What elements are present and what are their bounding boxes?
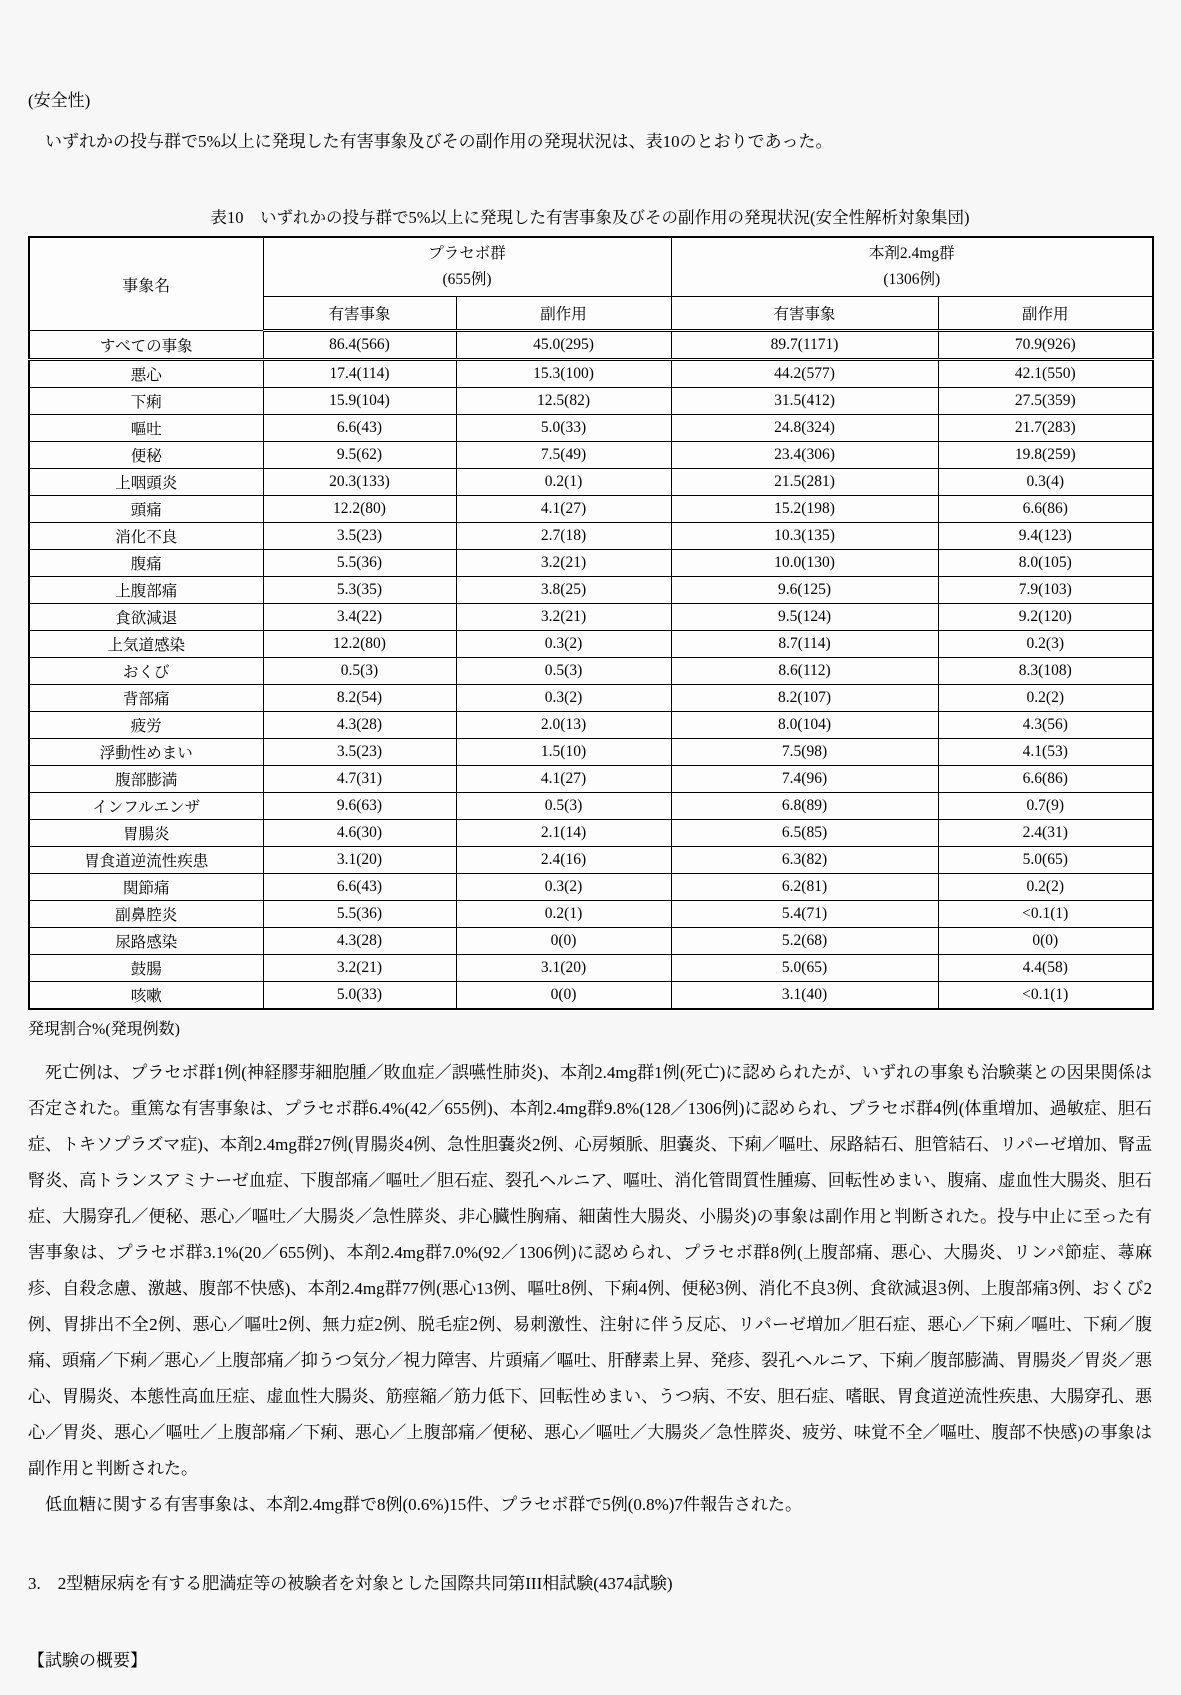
value-cell: 45.0(295) bbox=[456, 331, 671, 360]
table-row bbox=[29, 874, 1153, 901]
deaths-paragraph: 死亡例は、プラセボ群1例(神経膠芽細胞腫／敗血症／誤嚥性肺炎)、本剤2.4mg群1例(死亡)に認められたが、いずれの事象も治験薬との因果関係は否定された。重篤な有害事象は、プラセボ群6.4%(42／655例)、本剤2.4mg群9.8%(128／1306例)に認められ、プラセボ群4例(体重増加、過敏症、胆石症、トキソプラズマ症)、本剤2.4mg群27例(胃腸炎4例、急性胆嚢炎2例、心房頻脈、胆嚢炎、下痢／嘔吐、尿路結石、胆管結石、リパーゼ増加、腎盂腎炎、高トランスアミナーゼ血症、下腹部痛／嘔吐／胆石症、裂孔ヘルニア、嘔吐、消化管間質性腫瘍、回転性めまい、腹痛、虚血性大腸炎、胆石症、大腸穿孔／便秘、悪心／嘔吐／大腸炎／急性膵炎、非心臓性胸痛、細菌性大腸炎、小腸炎)の事象は副作用と判断された。投与中止に至った有害事象は、プラセボ群3.1%(20／655例)、本剤2.4mg群7.0%(92／1306例)に認められ、プラセボ群8例(上腹部痛、悪心、大腸炎、リンパ節症、蕁麻疹、自殺念慮、激越、腹部不快感)、本剤2.4mg群77例(悪心13例、嘔吐8例、下痢4例、便秘3例、消化不良3例、食欲減退3例、上腹部痛3例、おくび2例、胃排出不全2例、悪心／嘔吐2例、無力症2例、脱毛症2例、易刺激性、注射に伴う反応、リパーゼ増加／胆石症、悪心／下痢／嘔吐、下痢／腹痛、頭痛／下痢／悪心／上腹部痛／抑うつ気分／視力障害、片頭痛／嘔吐、肝酵素上昇、発疹、裂孔ヘルニア、下痢／腹部膨満、胃腸炎／胃炎／悪心、胃腸炎、本態性高血圧症、虚血性大腸炎、筋痙縮／筋力低下、回転性めまい、うつ病、不安、胆石症、嗜眠、胃食道逆流性疾患、大腸穿孔、悪心／胃炎、悪心／嘔吐／上腹部痛／下痢、悪心／上腹部痛／便秘、悪心／嘔吐／大腸炎／急性膵炎、疲労、味覚不全／嘔吐、腹部不快感)の事象は副作用と判断された。 bbox=[28, 1063, 1152, 1478]
value-cell: 0.2(1) bbox=[456, 469, 671, 496]
value-cell: 9.2(120) bbox=[938, 604, 1153, 631]
value-cell: 0.3(2) bbox=[456, 631, 671, 658]
value-cell: 21.7(283) bbox=[938, 415, 1153, 442]
value-cell: 5.0(65) bbox=[671, 955, 938, 982]
drug-group-label: 本剤2.4mg群 bbox=[868, 245, 955, 262]
event-name-cell: 尿路感染 bbox=[29, 928, 263, 955]
table-row bbox=[29, 331, 1153, 360]
value-cell: 8.2(54) bbox=[263, 685, 456, 712]
table-row bbox=[29, 442, 1153, 469]
value-cell: 19.8(259) bbox=[938, 442, 1153, 469]
value-cell: 3.5(23) bbox=[263, 523, 456, 550]
value-cell: 4.7(31) bbox=[263, 766, 456, 793]
value-cell: 4.3(28) bbox=[263, 712, 456, 739]
value-cell: 6.6(86) bbox=[938, 496, 1153, 523]
placebo-adr-header: 副作用 bbox=[456, 297, 671, 331]
value-cell: <0.1(1) bbox=[938, 982, 1153, 1010]
value-cell: 0.3(2) bbox=[456, 685, 671, 712]
safety-section-heading: (安全性) bbox=[28, 91, 91, 110]
intro-paragraph: いずれかの投与群で5%以上に発現した有害事象及びその副作用の発現状況は、表10のとおりであった。 bbox=[45, 132, 833, 151]
event-name-cell: 嘔吐 bbox=[29, 415, 263, 442]
value-cell: 24.8(324) bbox=[671, 415, 938, 442]
placebo-group-label: プラセボ群 bbox=[428, 245, 506, 262]
value-cell: 5.5(36) bbox=[263, 550, 456, 577]
event-name-cell: 頭痛 bbox=[29, 496, 263, 523]
value-cell: 8.2(107) bbox=[671, 685, 938, 712]
value-cell: 7.9(103) bbox=[938, 577, 1153, 604]
value-cell: 9.6(63) bbox=[263, 793, 456, 820]
table-row bbox=[29, 496, 1153, 523]
table-row bbox=[29, 847, 1153, 874]
value-cell: 3.5(23) bbox=[263, 739, 456, 766]
value-cell: 2.4(31) bbox=[938, 820, 1153, 847]
value-cell: 8.6(112) bbox=[671, 658, 938, 685]
value-cell: 70.9(926) bbox=[938, 331, 1153, 360]
event-name-cell: 咳嗽 bbox=[29, 982, 263, 1010]
value-cell: 2.0(13) bbox=[456, 712, 671, 739]
value-cell: 8.7(114) bbox=[671, 631, 938, 658]
value-cell: 0.3(4) bbox=[938, 469, 1153, 496]
value-cell: 3.1(40) bbox=[671, 982, 938, 1010]
value-cell: 0.2(1) bbox=[456, 901, 671, 928]
table-row bbox=[29, 712, 1153, 739]
value-cell: 5.0(33) bbox=[263, 982, 456, 1010]
event-name-cell: 関節痛 bbox=[29, 874, 263, 901]
event-name-cell: 浮動性めまい bbox=[29, 739, 263, 766]
event-name-cell: 副鼻腔炎 bbox=[29, 901, 263, 928]
value-cell: 0.7(9) bbox=[938, 793, 1153, 820]
value-cell: 3.2(21) bbox=[263, 955, 456, 982]
value-cell: 8.0(105) bbox=[938, 550, 1153, 577]
event-name-cell: 食欲減退 bbox=[29, 604, 263, 631]
event-name-cell: 胃腸炎 bbox=[29, 820, 263, 847]
event-name-cell: 腹部膨満 bbox=[29, 766, 263, 793]
event-name-cell: 鼓腸 bbox=[29, 955, 263, 982]
table-row bbox=[29, 685, 1153, 712]
drug-group-header bbox=[671, 237, 1153, 297]
group-header-row bbox=[29, 237, 1153, 297]
value-cell: 9.5(124) bbox=[671, 604, 938, 631]
value-cell: 12.5(82) bbox=[456, 388, 671, 415]
value-cell: 4.3(56) bbox=[938, 712, 1153, 739]
drug-adr-header: 副作用 bbox=[938, 297, 1153, 331]
table-row bbox=[29, 820, 1153, 847]
value-cell: 3.1(20) bbox=[456, 955, 671, 982]
table-row bbox=[29, 550, 1153, 577]
value-cell: 10.3(135) bbox=[671, 523, 938, 550]
value-cell: 20.3(133) bbox=[263, 469, 456, 496]
value-cell: 7.5(49) bbox=[456, 442, 671, 469]
table-row bbox=[29, 739, 1153, 766]
adverse-events-table bbox=[28, 236, 1154, 1010]
table-row bbox=[29, 577, 1153, 604]
value-cell: 0(0) bbox=[456, 982, 671, 1010]
value-cell: 4.1(27) bbox=[456, 766, 671, 793]
value-cell: 0.3(2) bbox=[456, 874, 671, 901]
value-cell: 0.5(3) bbox=[263, 658, 456, 685]
value-cell: 5.0(65) bbox=[938, 847, 1153, 874]
event-name-cell: 便秘 bbox=[29, 442, 263, 469]
table-row bbox=[29, 360, 1153, 388]
value-cell: 7.5(98) bbox=[671, 739, 938, 766]
table-row bbox=[29, 415, 1153, 442]
table-row bbox=[29, 766, 1153, 793]
table-body bbox=[29, 331, 1153, 1010]
value-cell: 0(0) bbox=[938, 928, 1153, 955]
event-name-cell: 胃食道逆流性疾患 bbox=[29, 847, 263, 874]
drug-group-n: (1306例) bbox=[883, 271, 941, 288]
value-cell: 9.5(62) bbox=[263, 442, 456, 469]
value-cell: 6.3(82) bbox=[671, 847, 938, 874]
event-name-cell: 上気道感染 bbox=[29, 631, 263, 658]
table-row bbox=[29, 523, 1153, 550]
event-name-cell: インフルエンザ bbox=[29, 793, 263, 820]
value-cell: 6.5(85) bbox=[671, 820, 938, 847]
trial-overview-heading: 【試験の概要】 bbox=[28, 1651, 147, 1670]
value-cell: 6.6(43) bbox=[263, 415, 456, 442]
value-cell: <0.1(1) bbox=[938, 901, 1153, 928]
value-cell: 10.0(130) bbox=[671, 550, 938, 577]
section3-heading: 3. 2型糖尿病を有する肥満症等の被験者を対象とした国際共同第III相試験(4374試験) bbox=[28, 1574, 673, 1593]
table-row bbox=[29, 982, 1153, 1010]
value-cell: 0.2(2) bbox=[938, 874, 1153, 901]
value-cell: 23.4(306) bbox=[671, 442, 938, 469]
event-name-cell: 上腹部痛 bbox=[29, 577, 263, 604]
value-cell: 5.5(36) bbox=[263, 901, 456, 928]
value-cell: 86.4(566) bbox=[263, 331, 456, 360]
table-row bbox=[29, 658, 1153, 685]
table-row bbox=[29, 604, 1153, 631]
placebo-ae-header: 有害事象 bbox=[263, 297, 456, 331]
value-cell: 9.6(125) bbox=[671, 577, 938, 604]
value-cell: 4.4(58) bbox=[938, 955, 1153, 982]
value-cell: 42.1(550) bbox=[938, 360, 1153, 388]
value-cell: 1.5(10) bbox=[456, 739, 671, 766]
event-name-cell: 上咽頭炎 bbox=[29, 469, 263, 496]
table-row bbox=[29, 955, 1153, 982]
value-cell: 6.8(89) bbox=[671, 793, 938, 820]
table-row bbox=[29, 928, 1153, 955]
value-cell: 0.2(3) bbox=[938, 631, 1153, 658]
table-row bbox=[29, 631, 1153, 658]
value-cell: 3.4(22) bbox=[263, 604, 456, 631]
value-cell: 0(0) bbox=[456, 928, 671, 955]
value-cell: 21.5(281) bbox=[671, 469, 938, 496]
value-cell: 8.0(104) bbox=[671, 712, 938, 739]
value-cell: 9.4(123) bbox=[938, 523, 1153, 550]
event-name-cell: 消化不良 bbox=[29, 523, 263, 550]
value-cell: 31.5(412) bbox=[671, 388, 938, 415]
value-cell: 2.7(18) bbox=[456, 523, 671, 550]
value-cell: 15.3(100) bbox=[456, 360, 671, 388]
value-cell: 4.1(53) bbox=[938, 739, 1153, 766]
value-cell: 12.2(80) bbox=[263, 631, 456, 658]
value-cell: 4.6(30) bbox=[263, 820, 456, 847]
event-name-header: 事象名 bbox=[29, 237, 263, 331]
event-name-cell: 下痢 bbox=[29, 388, 263, 415]
value-cell: 5.0(33) bbox=[456, 415, 671, 442]
value-cell: 15.9(104) bbox=[263, 388, 456, 415]
value-cell: 17.4(114) bbox=[263, 360, 456, 388]
value-cell: 7.4(96) bbox=[671, 766, 938, 793]
event-name-cell: 疲労 bbox=[29, 712, 263, 739]
value-cell: 0.2(2) bbox=[938, 685, 1153, 712]
value-cell: 5.2(68) bbox=[671, 928, 938, 955]
table-row bbox=[29, 388, 1153, 415]
value-cell: 12.2(80) bbox=[263, 496, 456, 523]
value-cell: 2.4(16) bbox=[456, 847, 671, 874]
value-cell: 44.2(577) bbox=[671, 360, 938, 388]
event-name-cell: 腹痛 bbox=[29, 550, 263, 577]
table-footnote: 発現割合%(発現例数) bbox=[28, 1021, 180, 1038]
placebo-group-n: (655例) bbox=[442, 271, 492, 288]
value-cell: 15.2(198) bbox=[671, 496, 938, 523]
event-name-cell: すべての事象 bbox=[29, 331, 263, 360]
value-cell: 6.2(81) bbox=[671, 874, 938, 901]
event-name-cell: 悪心 bbox=[29, 360, 263, 388]
value-cell: 5.4(71) bbox=[671, 901, 938, 928]
value-cell: 2.1(14) bbox=[456, 820, 671, 847]
value-cell: 5.3(35) bbox=[263, 577, 456, 604]
value-cell: 4.3(28) bbox=[263, 928, 456, 955]
value-cell: 89.7(1171) bbox=[671, 331, 938, 360]
value-cell: 3.2(21) bbox=[456, 550, 671, 577]
value-cell: 6.6(86) bbox=[938, 766, 1153, 793]
placebo-group-header bbox=[263, 237, 671, 297]
event-name-cell: 背部痛 bbox=[29, 685, 263, 712]
table-row bbox=[29, 901, 1153, 928]
drug-ae-header: 有害事象 bbox=[671, 297, 938, 331]
event-name-cell: おくび bbox=[29, 658, 263, 685]
table-row bbox=[29, 469, 1153, 496]
value-cell: 3.2(21) bbox=[456, 604, 671, 631]
value-cell: 4.1(27) bbox=[456, 496, 671, 523]
hypoglycemia-paragraph: 低血糖に関する有害事象は、本剤2.4mg群で8例(0.6%)15件、プラセボ群で5例(0.8%)7件報告された。 bbox=[45, 1495, 802, 1514]
value-cell: 3.8(25) bbox=[456, 577, 671, 604]
value-cell: 3.1(20) bbox=[263, 847, 456, 874]
table-row bbox=[29, 793, 1153, 820]
table-title: 表10 いずれかの投与群で5%以上に発現した有害事象及びその副作用の発現状況(安全性解析対象集団) bbox=[210, 208, 970, 227]
value-cell: 0.5(3) bbox=[456, 658, 671, 685]
value-cell: 0.5(3) bbox=[456, 793, 671, 820]
value-cell: 8.3(108) bbox=[938, 658, 1153, 685]
value-cell: 27.5(359) bbox=[938, 388, 1153, 415]
value-cell: 6.6(43) bbox=[263, 874, 456, 901]
